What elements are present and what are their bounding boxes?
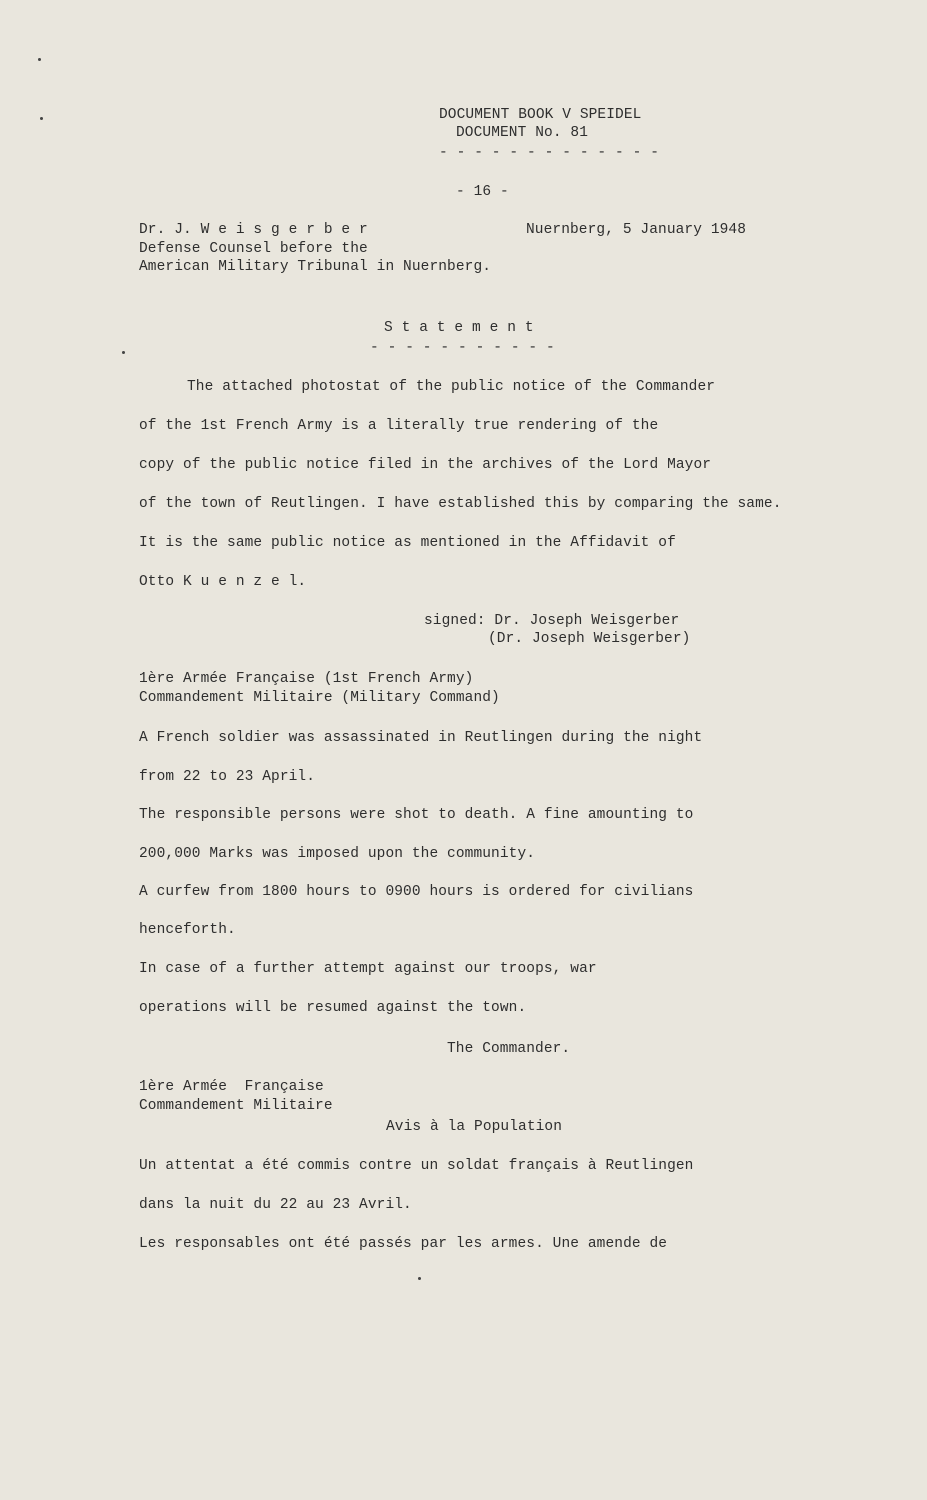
document-book-heading: DOCUMENT BOOK V SPEIDEL	[439, 107, 642, 123]
sender-title: Defense Counsel before the	[139, 241, 368, 257]
french-heading-command: Commandement Militaire	[139, 1098, 333, 1114]
notice-line: from 22 to 23 April.	[139, 769, 316, 785]
notice-line: A curfew from 1800 hours to 0900 hours is ordered for civilians	[139, 884, 694, 900]
statement-title: S t a t e m e n t	[384, 320, 534, 336]
sender-tribunal: American Military Tribunal in Nuernberg.	[139, 259, 492, 275]
notice-closing: The Commander.	[447, 1041, 571, 1057]
notice-line: henceforth.	[139, 922, 236, 938]
sender-name: Dr. J. W e i s g e r b e r	[139, 222, 368, 238]
margin-speck	[38, 58, 41, 61]
place-date: Nuernberg, 5 January 1948	[526, 222, 747, 238]
margin-speck	[122, 351, 125, 354]
signature-line: signed: Dr. Joseph Weisgerber	[424, 613, 680, 629]
statement-line: of the town of Reutlingen. I have established this by comparing the same.	[139, 496, 782, 512]
french-notice-line: Les responsables ont été passés par les armes. Une amende de	[139, 1236, 668, 1252]
statement-line: The attached photostat of the public notice of the Commander	[187, 379, 716, 395]
notice-heading-command: Commandement Militaire (Military Command)	[139, 690, 500, 706]
french-heading-army: 1ère Armée Française	[139, 1079, 324, 1095]
statement-line: copy of the public notice filed in the archives of the Lord Mayor	[139, 457, 712, 473]
page-number: - 16 -	[456, 184, 509, 200]
french-notice-line: dans la nuit du 22 au 23 Avril.	[139, 1197, 412, 1213]
notice-heading-army: 1ère Armée Française (1st French Army)	[139, 671, 474, 687]
header-rule: - - - - - - - - - - - - -	[439, 145, 660, 161]
notice-line: operations will be resumed against the town.	[139, 1000, 527, 1016]
statement-rule: - - - - - - - - - - -	[370, 340, 555, 356]
notice-line: A French soldier was assassinated in Reutlingen during the night	[139, 730, 703, 746]
notice-line: In case of a further attempt against our troops, war	[139, 961, 597, 977]
margin-speck	[418, 1277, 421, 1280]
french-notice-line: Un attentat a été commis contre un soldat français à Reutlingen	[139, 1158, 694, 1174]
notice-line: 200,000 Marks was imposed upon the community.	[139, 846, 536, 862]
margin-speck	[40, 117, 43, 120]
signature-name: (Dr. Joseph Weisgerber)	[488, 631, 691, 647]
statement-line: Otto K u e n z e l.	[139, 574, 307, 590]
statement-line: of the 1st French Army is a literally true rendering of the	[139, 418, 659, 434]
document-number: DOCUMENT No. 81	[456, 125, 589, 141]
french-notice-title: Avis à la Population	[386, 1119, 563, 1135]
notice-line: The responsible persons were shot to death. A fine amounting to	[139, 807, 694, 823]
statement-line: It is the same public notice as mentioned in the Affidavit of	[139, 535, 676, 551]
